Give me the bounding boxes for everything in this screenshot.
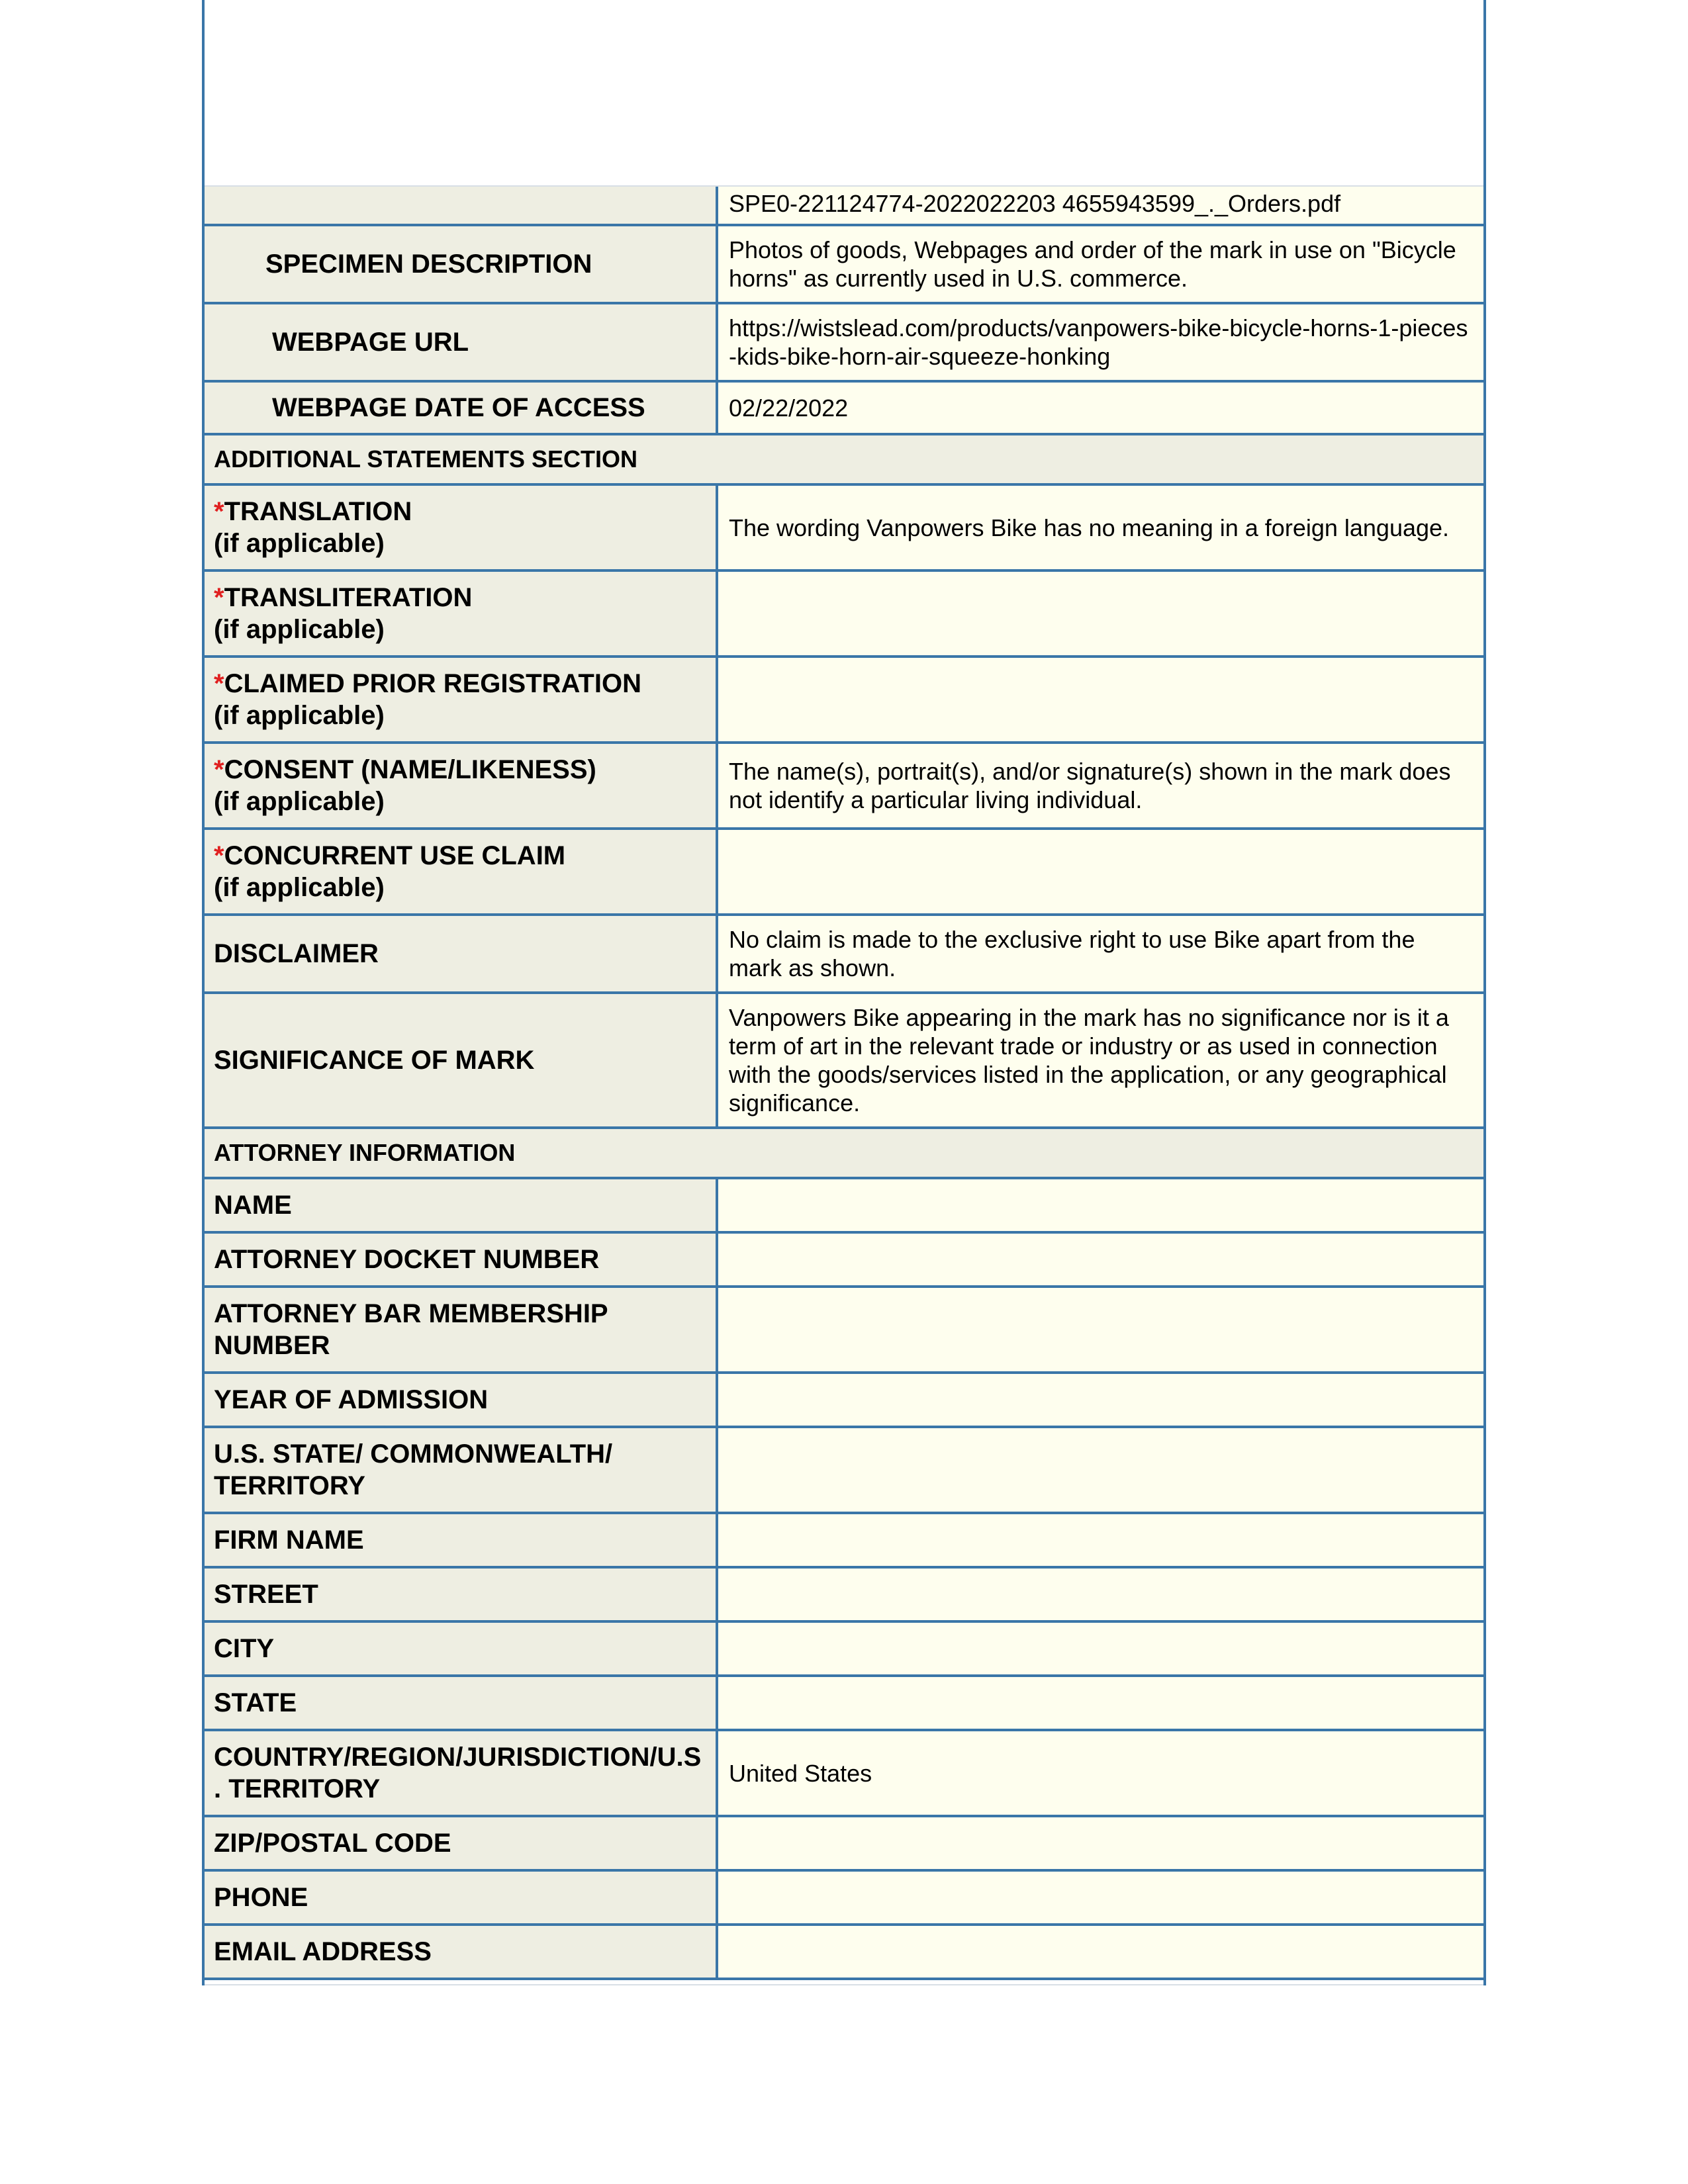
webpage-url-value: https://wistslead.com/products/vanpowers-bike-bicycle-horns-1-pieces-kids-bike-horn-air-squeeze-honking: [718, 304, 1483, 380]
transliteration-row: [205, 572, 1483, 658]
bar-membership-label: [205, 1288, 718, 1371]
zip-code-row: [205, 1817, 1483, 1872]
attorney-info-title: ATTORNEY INFORMATION: [205, 1129, 1483, 1177]
docket-number-label: ATTORNEY DOCKET NUMBER: [205, 1234, 718, 1285]
phone-label: PHONE: [205, 1872, 718, 1923]
required-asterisk: *: [214, 497, 224, 526]
transliteration-label: [205, 572, 718, 655]
prior-registration-row: [205, 658, 1483, 744]
country-row: [205, 1731, 1483, 1817]
required-asterisk: *: [214, 755, 224, 784]
street-row: [205, 1569, 1483, 1623]
street-label: STREET: [205, 1569, 718, 1620]
phone-value: [718, 1872, 1483, 1923]
significance-label: SIGNIFICANCE OF MARK: [205, 994, 718, 1126]
if-applicable-note: (if applicable): [214, 701, 385, 730]
zip-code-label: ZIP/POSTAL CODE: [205, 1817, 718, 1869]
bar-membership-row: [205, 1288, 1483, 1374]
webpage-url-row: [205, 304, 1483, 383]
city-row: [205, 1623, 1483, 1677]
specimen-description-row: [205, 226, 1483, 304]
if-applicable-note: (if applicable): [214, 615, 385, 644]
consent-label-text: CONSENT (NAME/LIKENESS): [224, 755, 596, 784]
year-of-admission-value: [718, 1374, 1483, 1426]
docket-number-value: [718, 1234, 1483, 1285]
translation-label-text: TRANSLATION: [224, 497, 412, 526]
us-state-label-text: U.S. STATE/ COMMONWEALTH/ TERRITORY: [214, 1439, 613, 1500]
specimen-description-label: SPECIMEN DESCRIPTION: [205, 226, 718, 302]
consent-row: [205, 744, 1483, 830]
phone-row: [205, 1872, 1483, 1926]
us-state-label: [205, 1428, 718, 1512]
prior-registration-value: [718, 658, 1483, 741]
year-of-admission-row: [205, 1374, 1483, 1428]
required-asterisk: *: [214, 841, 224, 870]
specimen-file-row: [205, 185, 1483, 226]
country-value: United States: [718, 1731, 1483, 1815]
transliteration-value: [718, 572, 1483, 655]
significance-row: [205, 994, 1483, 1129]
specimen-file-label: [205, 187, 718, 224]
country-label: [205, 1731, 718, 1815]
email-value: [718, 1926, 1483, 1978]
concurrent-use-label: [205, 830, 718, 913]
specimen-description-value: Photos of goods, Webpages and order of the mark in use on "Bicycle horns" as currently used in U.S. commerce.: [718, 226, 1483, 302]
translation-label: [205, 486, 718, 569]
prior-registration-label-text: CLAIMED PRIOR REGISTRATION: [224, 669, 641, 698]
zip-code-value: [718, 1817, 1483, 1869]
country-label-text: COUNTRY/REGION/JURISDICTION/U.S. TERRITORY: [214, 1743, 702, 1803]
attorney-name-label: NAME: [205, 1179, 718, 1231]
prior-registration-label: [205, 658, 718, 741]
consent-value: The name(s), portrait(s), and/or signature(s) shown in the mark does not identify a particular living individual.: [718, 744, 1483, 827]
webpage-date-value: 02/22/2022: [718, 383, 1483, 433]
significance-value: Vanpowers Bike appearing in the mark has no significance nor is it a term of art in the relevant trade or industry or as used in connection with the goods/services listed in the application, or any geographical significance.: [718, 994, 1483, 1126]
attorney-name-value: [718, 1179, 1483, 1231]
bar-membership-value: [718, 1288, 1483, 1371]
translation-value: The wording Vanpowers Bike has no meaning in a foreign language.: [718, 486, 1483, 569]
bar-membership-label-text: ATTORNEY BAR MEMBERSHIP NUMBER: [214, 1299, 608, 1360]
specimen-file-value: SPE0-221124774-2022022203 4655943599_._Orders.pdf: [718, 187, 1483, 224]
if-applicable-note: (if applicable): [214, 787, 385, 816]
street-value: [718, 1569, 1483, 1620]
table-continuation-edge: [205, 1980, 1483, 1985]
translation-row: [205, 486, 1483, 572]
trademark-form-table: [202, 0, 1486, 1985]
email-label: EMAIL ADDRESS: [205, 1926, 718, 1978]
state-row: [205, 1677, 1483, 1731]
disclaimer-row: [205, 916, 1483, 994]
transliteration-label-text: TRANSLITERATION: [224, 583, 473, 612]
docket-number-row: [205, 1234, 1483, 1288]
concurrent-use-row: [205, 830, 1483, 916]
webpage-date-label: WEBPAGE DATE OF ACCESS: [205, 383, 718, 433]
webpage-url-label: WEBPAGE URL: [205, 304, 718, 380]
concurrent-use-value: [718, 830, 1483, 913]
disclaimer-value: No claim is made to the exclusive right to use Bike apart from the mark as shown.: [718, 916, 1483, 991]
firm-name-label: FIRM NAME: [205, 1514, 718, 1566]
year-of-admission-label: YEAR OF ADMISSION: [205, 1374, 718, 1426]
if-applicable-note: (if applicable): [214, 529, 385, 558]
us-state-value: [718, 1428, 1483, 1512]
city-value: [718, 1623, 1483, 1674]
disclaimer-label: DISCLAIMER: [205, 916, 718, 991]
if-applicable-note: (if applicable): [214, 873, 385, 902]
city-label: CITY: [205, 1623, 718, 1674]
firm-name-row: [205, 1514, 1483, 1569]
webpage-date-row: [205, 383, 1483, 435]
state-value: [718, 1677, 1483, 1729]
concurrent-use-label-text: CONCURRENT USE CLAIM: [224, 841, 566, 870]
consent-label: [205, 744, 718, 827]
required-asterisk: *: [214, 583, 224, 612]
attorney-name-row: [205, 1179, 1483, 1234]
additional-statements-title: ADDITIONAL STATEMENTS SECTION: [205, 435, 1483, 483]
state-label: STATE: [205, 1677, 718, 1729]
required-asterisk: *: [214, 669, 224, 698]
firm-name-value: [718, 1514, 1483, 1566]
us-state-row: [205, 1428, 1483, 1514]
email-row: [205, 1926, 1483, 1980]
attorney-info-header: [205, 1129, 1483, 1179]
additional-statements-header: [205, 435, 1483, 486]
